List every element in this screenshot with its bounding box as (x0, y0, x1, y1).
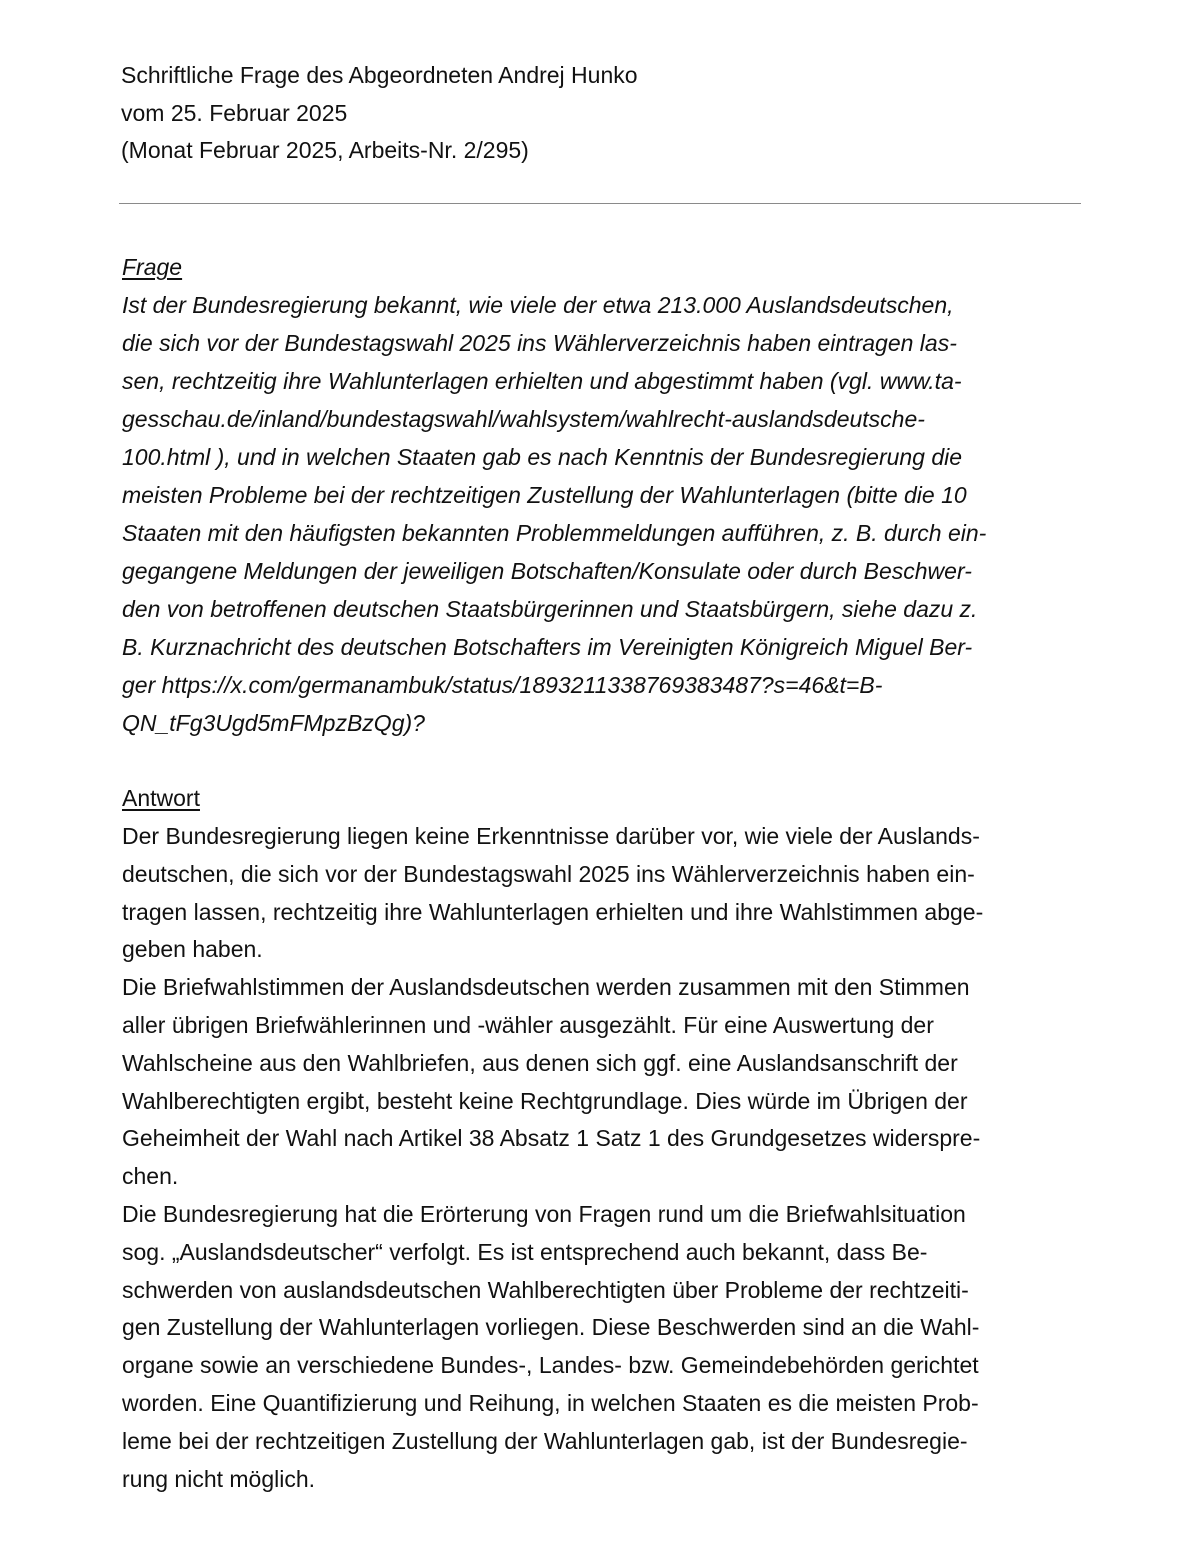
answer-line: deutschen, die sich vor der Bundestagswahl 2025 ins Wählerverzeichnis haben ein- (122, 860, 975, 887)
answer-line: Die Briefwahlstimmen der Auslandsdeutschen werden zusammen mit den Stimmen (122, 974, 970, 1001)
answer-line: aller übrigen Briefwählerinnen und -wähler ausgezählt. Für eine Auswertung der (122, 1011, 934, 1038)
answer-line: tragen lassen, rechtzeitig ihre Wahlunterlagen erhielten und ihre Wahlstimmen abge- (122, 898, 984, 925)
question-line: gegangene Meldungen der jeweiligen Botschaften/Konsulate oder durch Beschwer- (122, 558, 972, 584)
header-title: Schriftliche Frage des Abgeordneten Andrej Hunko (121, 62, 638, 88)
document-header (121, 57, 1061, 170)
answer-line: Der Bundesregierung liegen keine Erkenntnisse darüber vor, wie viele der Auslands- (122, 823, 980, 849)
question-line: B. Kurznachricht des deutschen Botschafters im Vereinigten Königreich Miguel Ber- (122, 634, 973, 660)
question-line: die sich vor der Bundestagswahl 2025 ins Wählerverzeichnis haben eintragen las- (122, 330, 957, 356)
answer-line: leme bei der rechtzeitigen Zustellung der Wahlunterlagen gab, ist der Bundesregie- (122, 1427, 968, 1454)
question-line: Ist der Bundesregierung bekannt, wie viele der etwa 213.000 Auslandsdeutschen, (122, 292, 954, 318)
answer-line: Geheimheit der Wahl nach Artikel 38 Absatz 1 Satz 1 des Grundgesetzes widerspre- (122, 1125, 981, 1152)
question-line: Staaten mit den häufigsten bekannten Problemmeldungen aufführen, z. B. durch ein- (122, 520, 987, 546)
answer-line: worden. Eine Quantifizierung und Reihung, in welchen Staaten es die meisten Prob- (122, 1389, 979, 1416)
answer-line: chen. (122, 1163, 179, 1190)
question-line: 100.html ), und in welchen Staaten gab es nach Kenntnis der Bundesregierung die (122, 444, 963, 470)
question-line: meisten Probleme bei der rechtzeitigen Zustellung der Wahlunterlagen (bitte die 10 (122, 482, 967, 508)
answer-line: Die Bundesregierung hat die Erörterung von Fragen rund um die Briefwahlsituation (122, 1200, 966, 1227)
question-text (122, 286, 1082, 742)
header-divider (119, 203, 1081, 204)
answer-line: sog. „Auslandsdeutscher“ verfolgt. Es ist entsprechend auch bekannt, dass Be- (122, 1238, 928, 1265)
header-reference: (Monat Februar 2025, Arbeits-Nr. 2/295) (121, 137, 529, 163)
answer-line: gen Zustellung der Wahlunterlagen vorliegen. Diese Beschwerden sind an die Wahl- (122, 1314, 980, 1341)
question-line: ger https://x.com/germanambuk/status/1893211338769383487?s=46&t=B- (122, 672, 883, 698)
answer-heading: Antwort (122, 785, 200, 811)
answer-line: organe sowie an verschiedene Bundes-, Landes- bzw. Gemeindebehörden gerichtet (122, 1352, 979, 1379)
answer-line: Wahlberechtigten ergibt, besteht keine Rechtgrundlage. Dies würde im Übrigen der (122, 1087, 968, 1114)
question-line: sen, rechtzeitig ihre Wahlunterlagen erhielten und abgestimmt haben (vgl. www.ta- (122, 368, 962, 394)
question-line: QN_tFg3Ugd5mFMpzBzQg)? (122, 710, 425, 736)
question-line: den von betroffenen deutschen Staatsbürgerinnen und Staatsbürgern, siehe dazu z. (122, 596, 978, 622)
answer-line: geben haben. (122, 936, 263, 963)
answer-text (122, 818, 1082, 1498)
question-heading: Frage (122, 254, 183, 280)
header-date: vom 25. Februar 2025 (121, 99, 348, 126)
answer-line: schwerden von auslandsdeutschen Wahlberechtigten über Probleme der rechtzeiti- (122, 1276, 969, 1303)
question-line: gesschau.de/inland/bundestagswahl/wahlsystem/wahlrecht-auslandsdeutsche- (122, 406, 925, 432)
answer-line: Wahlscheine aus den Wahlbriefen, aus denen sich ggf. eine Auslandsanschrift der (122, 1049, 958, 1076)
answer-line: rung nicht möglich. (122, 1465, 316, 1492)
